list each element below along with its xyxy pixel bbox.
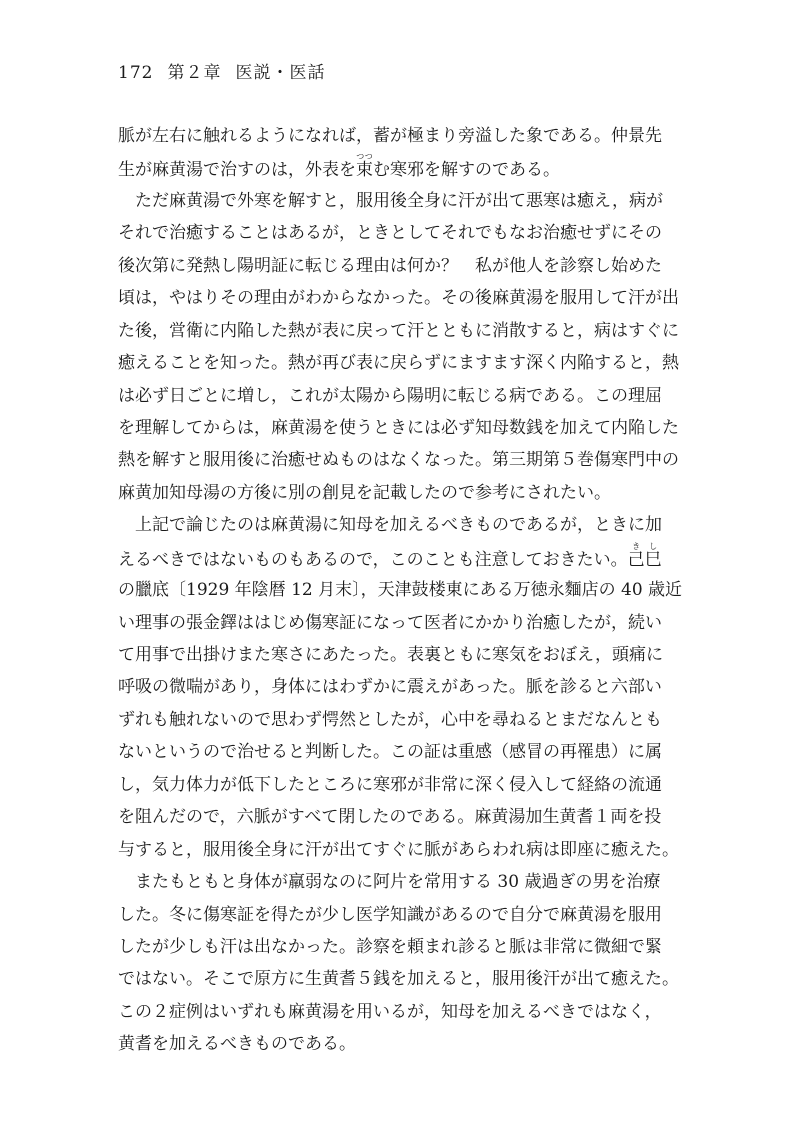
text-line: の臘底〔1929 年陰暦 12 月末〕，天津鼓楼東にある万徳永麵店の 40 歳近 [118,580,683,601]
text-line: した。冬に傷寒証を得たが少し医学知識があるので自分で麻黄湯を服用 [118,904,662,925]
text-line: 生が麻黄湯で治すのは，外表を束つつむ寒邪を解すのである。 [118,152,560,181]
text-line: 頃は，やはりその理由がわからなかった。その後麻黄湯を服用して汗が出 [118,288,679,309]
ruby-tsuchinoto: 己き [627,541,645,570]
text-line: ただ麻黄湯で外寒を解すと，服用後全身に汗が出て悪寒は癒え，病が [135,190,664,211]
text-line: 黄耆を加えるべきものである。 [118,1034,356,1055]
running-header [118,58,339,83]
page-number: 172 [118,63,154,83]
body-text [118,120,690,1061]
text-line: またもともと身体が羸弱なのに阿片を常用する 30 歳過ぎの男を治療 [135,872,661,893]
ruby-mi: 巳し [644,541,662,570]
text-line: は必ず日ごとに増し，これが太陽から陽明に転じる病である。この理屈 [118,385,662,406]
text-line: し，気力体力が低下したところに寒邪が非常に深く侵入して経絡の流通 [118,774,662,795]
text-line: 熱を解すと服用後に治癒せぬものはなくなった。第三期第５巻傷寒門中の [118,450,679,471]
text-line: 脈が左右に触れるようになれば，蓄が極まり旁溢した象である。仲景先 [118,126,662,146]
text-line: したが少しも汗は出なかった。診察を頼まれ診ると脈は非常に微細で緊 [118,936,662,957]
text-line: 後次第に発熱し陽明証に転じる理由は何か？ 私が他人を診察し始めた [118,255,662,276]
text-line: この２症例はいずれも麻黄湯を用いるが，知母を加えるべきではなく， [118,1001,662,1022]
text-line: い理事の張金鐸ははじめ傷寒証になって医者にかかり治癒したが，続い [118,612,662,633]
text-line: えるべきではないものもあるので，このことも注意しておきたい。己き巳し [118,541,662,570]
text-line: 与すると，服用後全身に汗が出てすぐに脈があらわれ病は即座に癒えた。 [118,839,679,860]
text-line: ずれも触れないので思わず愕然としたが，心中を尋ねるとまだなんとも [118,709,662,730]
text-line: 麻黄加知母湯の方後に別の創見を記載したので参考にされたい。 [118,482,611,503]
text-line: ないというので治せると判断した。この証は重感（感冒の再罹患）に属 [118,742,662,763]
text-line: た後，営衛に内陥した熱が表に戻って汗とともに消散すると，病はすぐに [118,320,679,341]
text-line: を阻んだので，六脈がすべて閉したのである。麻黄湯加生黄耆１両を投 [118,807,662,828]
ruby-tsukane: 束つつ [356,152,373,181]
text-line: 呼吸の微喘があり，身体にはわずかに震えがあった。脈を診ると六部い [118,677,662,698]
text-line: て用事で出掛けまた寒さにあたった。表裏ともに寒気をおぼえ，頭痛に [118,645,664,665]
text-line: 癒えることを知った。熱が再び表に戻らずにますます深く内陥すると，熱 [118,353,679,374]
text-line: 上記で論じたのは麻黄湯に知母を加えるべきものであるが，ときに加 [135,515,662,536]
text-line: それで治癒することはあるが，ときとしてそれでもなお治癒せずにその [118,223,662,244]
text-line: ではない。そこで原方に生黄耆５銭を加えると，服用後汗が出て癒えた。 [118,969,679,990]
text-line: を理解してからは，麻黄湯を使うときには必ず知母数銭を加えて内陥した [118,417,679,438]
chapter-label: 第２章 [167,63,222,83]
chapter-title: 医説・医話 [235,63,326,83]
